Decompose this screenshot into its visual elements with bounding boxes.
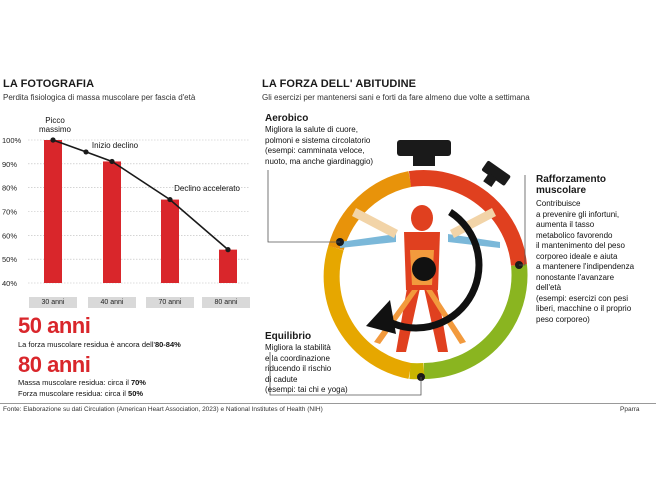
ring-dot-bottom [417,373,425,381]
stopwatch-stem-icon [413,154,435,166]
bar-30-anni [44,140,62,283]
x-label-80: 80 anni [202,297,250,308]
rafforzamento-body [536,199,634,325]
bar-70-anni [161,200,179,283]
stat-50-text [18,340,181,350]
y-tick-label: 70% [2,207,18,217]
muscle-mass-chart [0,105,250,315]
equilibrio-line: Migliora la stabilità [265,343,331,352]
y-tick-label: 50% [2,255,18,265]
rafforzamento-line: dell'età [536,283,562,292]
annotation-decline-start: Inizio declino [91,141,139,150]
equilibrio-line: (esempi: tai chi e yoga) [265,385,348,394]
aerobico-line: Migliora la salute di cuore, [265,125,358,134]
aerobico-line: (esempi: camminata veloce, [265,146,365,155]
stopwatch-crown-icon [477,160,511,192]
line-layer [50,137,230,252]
rafforzamento-line: a prevenire gli infortuni, [536,209,620,219]
rafforzamento-line: il mantenimento del peso [536,241,625,250]
rafforzamento-line: liberi, macchine o il proprio [536,304,632,313]
rafforzamento-line: aumenta il tasso [536,220,595,229]
rafforzamento-title [536,174,606,196]
annotation-decline-accelerated: Declino accelerato [174,184,240,193]
y-tick-label: 40% [2,279,18,288]
rafforzamento-line: corporeo ideale e aiuta [536,251,618,261]
rafforzamento-line: peso corporeo) [536,314,590,324]
footer-credit: Pparra [620,406,640,413]
stat-80-strength-value: 50% [128,389,144,398]
cycle-arrowhead-icon [366,300,396,334]
ring-dot-left [336,238,344,246]
ring-dot-right [515,261,523,269]
equilibrio-line: e la coordinazione [265,353,330,363]
stat-80-mass-prefix: Massa muscolare residua: circa il [18,378,131,387]
rafforzamento-line: metabolico favorendo [536,230,613,240]
trend-line [53,140,228,250]
left-title: LA FOTOGRAFIA [3,78,95,90]
x-label-30: 30 anni [29,297,77,308]
equilibrio-body [265,343,348,396]
trend-point [167,197,172,202]
stat-80-mass-value: 70% [130,378,146,387]
bar-40-anni [103,161,121,283]
footer-source: Fonte: Elaborazione su dati Circulation (American Heart Association, 2023) e National Institutes of Health (NIH) [3,406,323,413]
rafforzamento-line: a mantenere l'indipendenza [536,262,635,271]
stopwatch-button-icon [397,140,451,156]
stat-50-prefix: La forza muscolare residua è ancora dell' [18,340,155,349]
y-tick-label: 90% [2,159,18,169]
stat-80-strength [18,389,143,399]
y-tick-label: 80% [2,183,18,193]
stat-50-headline: 50 anni [18,313,91,338]
aerobico-body [265,125,373,167]
aerobico-line: polmoni e sistema circolatorio [265,135,371,145]
right-subtitle: Gli esercizi per mantenersi sani e forti da fare almeno due volte a settimana [262,93,530,102]
stat-80-mass [18,378,146,388]
y-tick-label: 60% [2,231,18,241]
rafforzamento-line: Contribuisce [536,199,581,208]
x-label-40: 40 anni [88,297,136,308]
footer-divider [0,403,656,404]
trend-point [109,159,114,164]
y-tick-layer [2,136,22,288]
trend-point [83,149,88,154]
equilibrio-line: di cadute [265,374,298,384]
aerobico-line: nuoto, ma anche giardinaggio) [265,156,374,166]
stat-80-headline: 80 anni [18,352,91,377]
stat-50-value: 80-84% [154,340,181,349]
equilibrio-title: Equilibrio [265,331,312,342]
rafforzamento-line: (esempi: esercizi con pesi [536,293,629,303]
stat-80-strength-prefix: Forza muscolare residua: circa il [18,389,129,398]
aerobico-title: Aerobico [265,113,309,124]
y-tick-label: 100% [2,136,22,145]
equilibrio-line: riducendo il rischio [265,364,332,373]
x-label-70: 70 anni [146,297,194,308]
annotation-peak: Picco massimo [38,116,71,134]
trend-point [50,137,55,142]
right-title: LA FORZA DELL' ABITUDINE [262,78,417,90]
bar-80-anni [219,250,237,283]
left-subtitle: Perdita fisiologica di massa muscolare per fascia d'età [3,93,196,102]
rafforzamento-title-line: muscolare [536,185,587,196]
trend-point [225,247,230,252]
rafforzamento-title-line: Rafforzamento [536,174,607,185]
rafforzamento-line: nonostante l'avanzare [536,272,615,282]
